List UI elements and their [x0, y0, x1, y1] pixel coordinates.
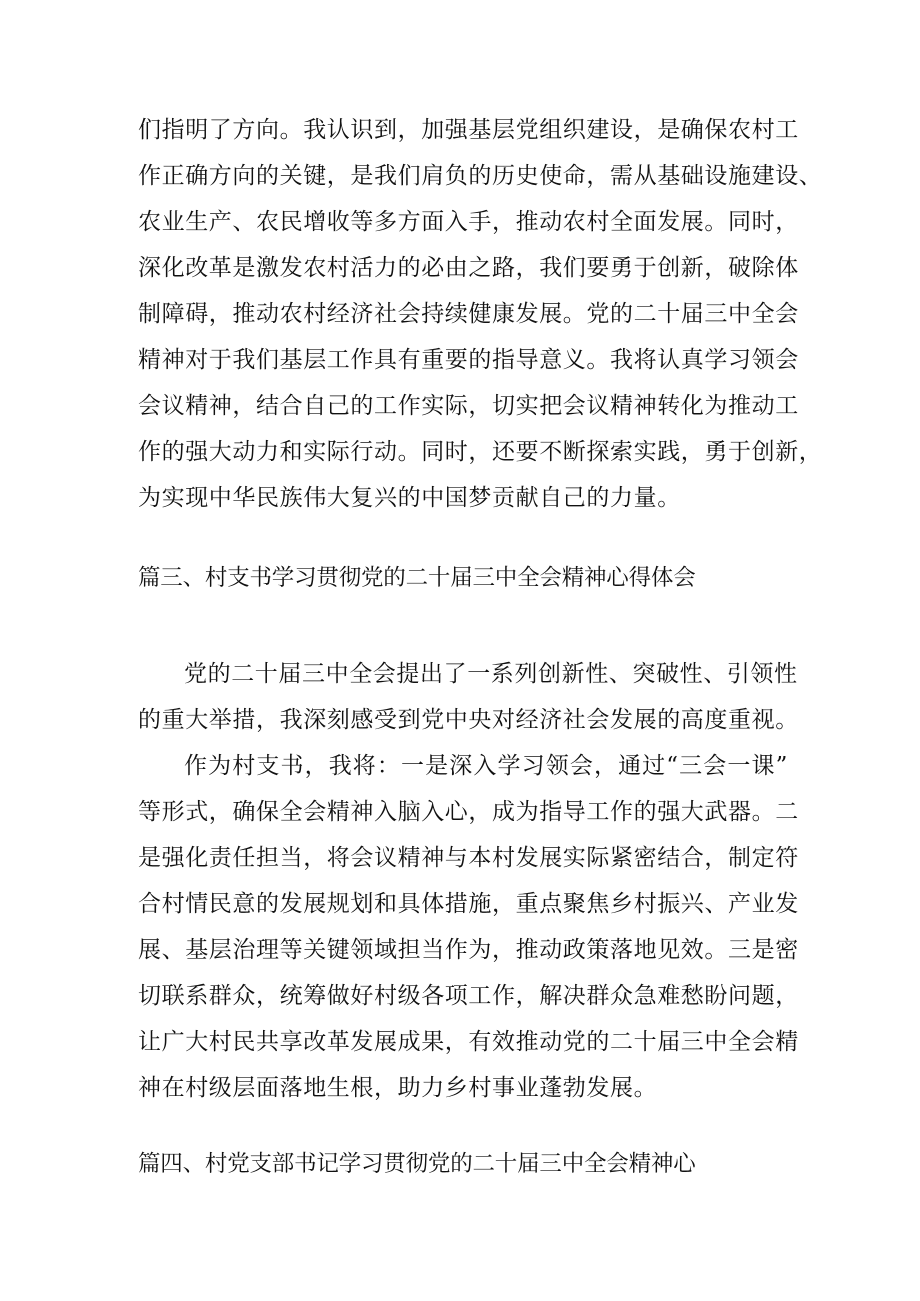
text-line: 的重大举措，我深刻感受到党中央对经济社会发展的高度重视。	[138, 707, 799, 733]
section-3-body	[138, 651, 799, 1111]
text-line: 作正确方向的关键，是我们肩负的历史使命，需从基础设施建设、	[138, 163, 823, 189]
text-line: 展、基层治理等关键领域担当作为，推动政策落地见效。三是密	[138, 937, 799, 963]
text-line: 让广大村民共享改革发展成果，有效推动党的二十届三中全会精	[138, 1029, 799, 1055]
text-line: 神在村级层面落地生根，助力乡村事业蓬勃发展。	[138, 1075, 658, 1101]
text-line: 深化改革是激发农村活力的必由之路，我们要勇于创新，破除体	[138, 255, 799, 281]
section-4-heading: 篇四、村党支部书记学习贯彻党的二十届三中全会精神心	[138, 1151, 696, 1177]
text-line: 为实现中华民族伟大复兴的中国梦贡献自己的力量。	[138, 485, 681, 511]
text-line: 们指明了方向。我认识到，加强基层党组织建设，是确保农村工	[138, 117, 799, 143]
text-line: 作为村支书，我将：一是深入学习领会，通过“三会一课”	[184, 753, 788, 779]
text-line: 制障碍，推动农村经济社会持续健康发展。党的二十届三中全会	[138, 301, 799, 327]
text-line: 会议精神，结合自己的工作实际，切实把会议精神转化为推动工	[138, 393, 799, 419]
text-line: 党的二十届三中全会提出了一系列创新性、突破性、引领性	[184, 661, 798, 687]
text-line: 合村情民意的发展规划和具体措施，重点聚焦乡村振兴、产业发	[138, 891, 799, 917]
text-line: 是强化责任担当，将会议精神与本村发展实际紧密结合，制定符	[138, 845, 799, 871]
text-line: 作的强大动力和实际行动。同时，还要不断探索实践，勇于创新，	[138, 439, 823, 465]
text-line: 精神对于我们基层工作具有重要的指导意义。我将认真学习领会	[138, 347, 799, 373]
section-3-heading: 篇三、村支书学习贯彻党的二十届三中全会精神心得体会	[138, 565, 696, 591]
text-line: 等形式，确保全会精神入脑入心，成为指导工作的强大武器。二	[138, 799, 799, 825]
text-line: 切联系群众，统筹做好村级各项工作，解决群众急难愁盼问题，	[138, 983, 799, 1009]
continuation-paragraph	[138, 107, 823, 521]
text-line: 农业生产、农民增收等多方面入手，推动农村全面发展。同时，	[138, 209, 799, 235]
